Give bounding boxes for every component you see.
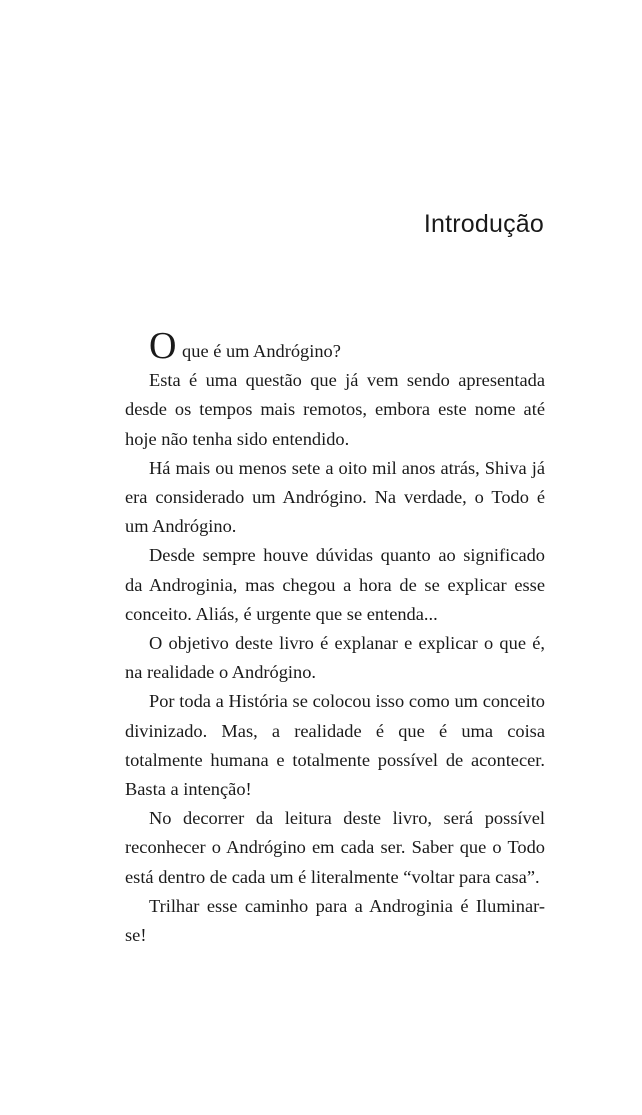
- paragraph: Esta é uma questão que já vem sendo apresentada desde os tempos mais remotos, embora este nome até hoje não tenha sido entendido.: [125, 370, 545, 449]
- chapter-title: Introdução: [423, 210, 544, 238]
- drop-cap: O: [149, 325, 177, 367]
- paragraph: Trilhar esse caminho para a Androginia é Iluminar-se!: [125, 895, 545, 946]
- paragraph: Há mais ou menos sete a oito mil anos atrás, Shiva já era considerado um Andrógino. Na verdade, o Todo é um Andrógino.: [125, 457, 545, 537]
- paragraph: Por toda a História se colocou isso como um conceito divinizado. Mas, a realidade é que é uma coisa totalmente humana e totalmente possível de acontecer. Basta a intenção!: [125, 691, 545, 800]
- paragraph: O objetivo deste livro é explanar e explicar o que é, na realidade o Andrógino.: [125, 633, 545, 683]
- opening-question: que é um Andrógino?: [177, 341, 341, 361]
- opening-paragraph: [125, 325, 545, 367]
- paragraph: No decorrer da leitura deste livro, será possível reconhecer o Andrógino em cada ser. Saber que o Todo está dentro de cada um é literalmente “voltar para casa”.: [125, 808, 545, 887]
- chapter-body: [125, 325, 545, 950]
- paragraph: Desde sempre houve dúvidas quanto ao significado da Androginia, mas chegou a hora de se explicar esse conceito. Aliás, é urgente que se entenda...: [125, 545, 545, 624]
